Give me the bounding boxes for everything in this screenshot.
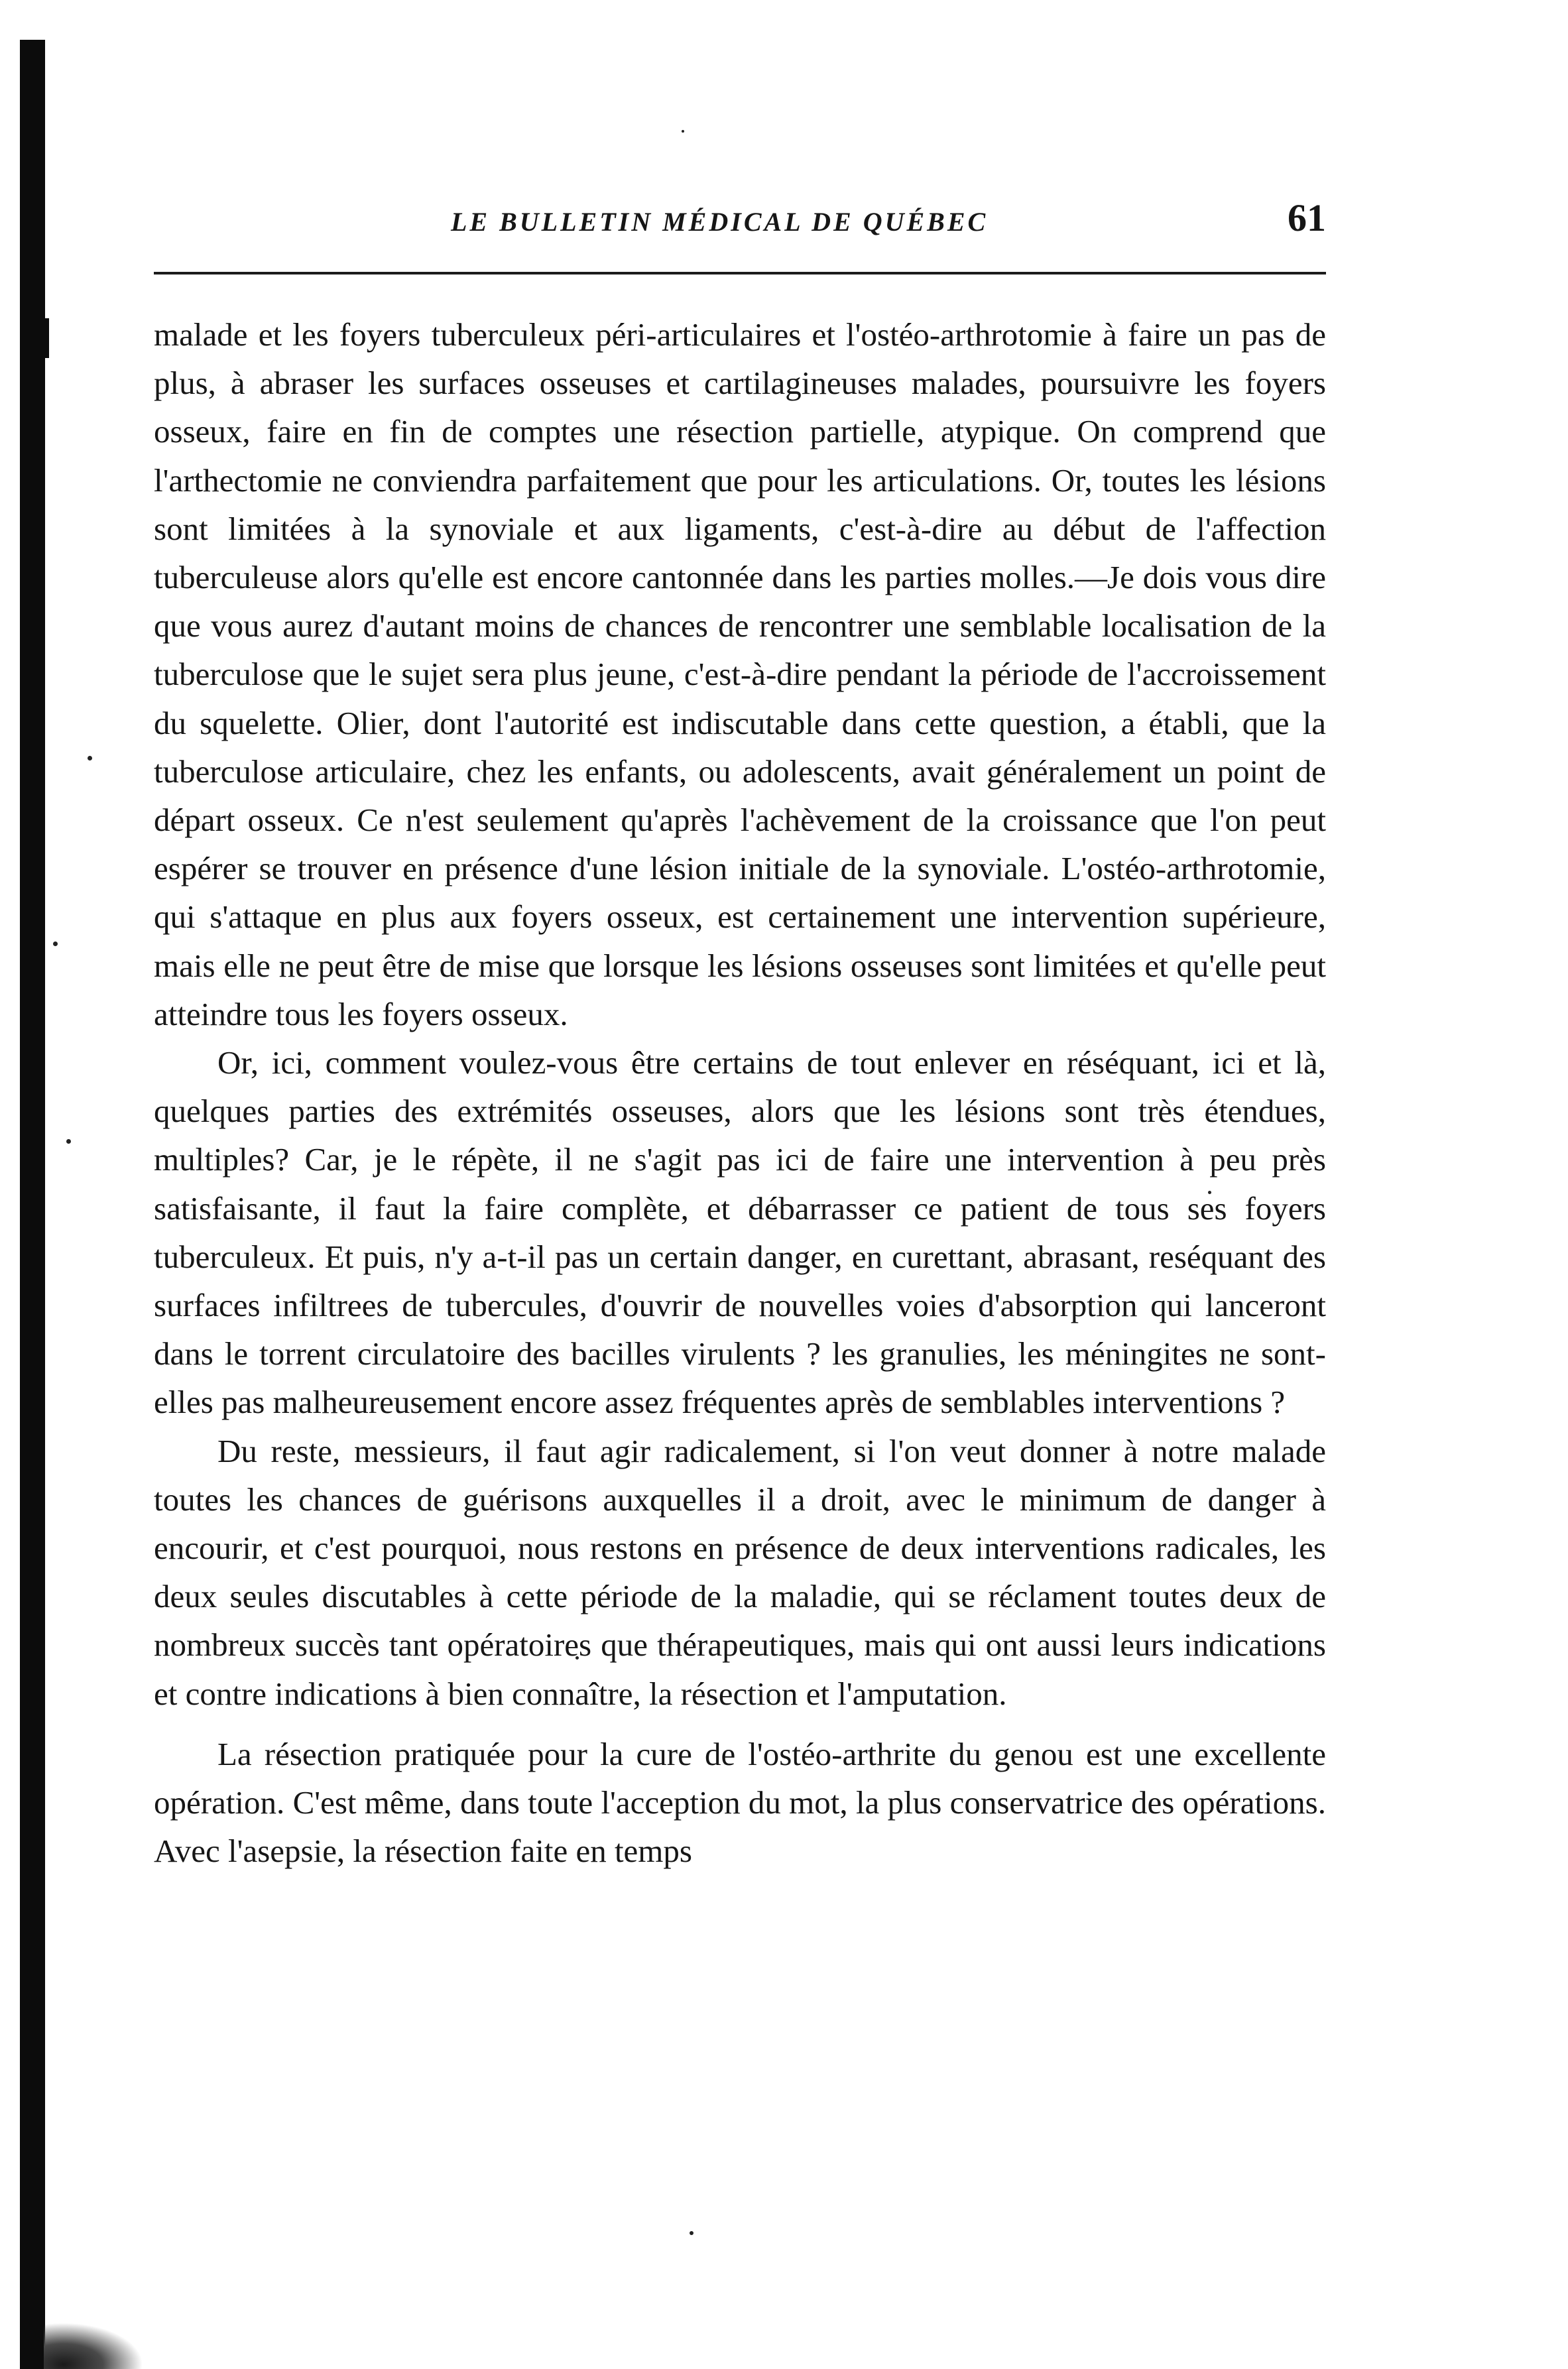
header-rule [154,272,1326,274]
scan-edge-notch [42,318,49,358]
paper-speck [53,942,58,946]
scan-corner-smudge [44,2323,143,2369]
paper-speck [682,130,684,133]
paragraph: La résection pratiquée pour la cure de l'ostéo-arthrite du genou est une excellente opération. C'est même, dans toute l'acception du mot, la plus conservatrice des opérations. Avec l'asepsie, la résection faite en temps [154,1735,1326,1870]
running-title: LE BULLETIN MÉDICAL DE QUÉBEC [451,207,989,237]
page-number: 61 [1288,196,1326,239]
paper-speck [66,1139,71,1144]
paragraph: Du reste, messieurs, il faut agir radicalement, si l'on veut donner à notre malade toutes les chances de guérisons auxquelles il a droit, avec le minimum de danger à encourir, et c'est pourquoi, nous restons en présence de deux interventions radicales, les deux seules discutables à cette période de la maladie, qui se réclament toutes deux de nombreux succès tant opératoires que thérapeutiques, mais qui ont aussi leurs indications et contre indications à bien connaître, la résection et l'amputation. [154,1432,1326,1712]
paper-speck [88,756,92,760]
page-header [152,196,1326,255]
scan-binding-edge [20,40,45,2369]
paragraph: malade et les foyers tuberculeux péri-articulaires et l'ostéo-arthrotomie à faire un pas de plus, à abraser les surfaces osseuses et cartilagineuses malades, poursuivre les foyers osseux, faire en fin de comptes une résection partielle, atypique. On comprend que l'arthectomie ne conviendra parfaitement que pour les articulations. Or, toutes les lésions sont limitées à la synoviale et aux ligaments, c'est-à-dire au début de l'affection tuberculeuse alors qu'elle est encore cantonnée dans les parties molles.—Je dois vous dire que vous aurez d'autant moins de chances de rencontrer une semblable localisation de la tuberculose que le sujet sera plus jeune, c'est-à-dire pendant la période de l'accroissement du squelette. Olier, dont l'autorité est indiscutable dans cette question, a établi, que la tuberculose articulaire, chez les enfants, ou adolescents, avait généralement un point de départ osseux. Ce n'est seulement qu'après l'achèvement de la croissance que l'on peut espérer se trouver en présence d'une lésion initiale de la synoviale. L'ostéo-arthrotomie, qui s'attaque en plus aux foyers osseux, est certainement une intervention supérieure, mais elle ne peut être de mise que lorsque les lésions osseuses sont limitées et qu'elle peut atteindre tous les foyers osseux. [154,316,1326,1032]
body-text [154,310,1326,1876]
paper-speck [690,2231,694,2235]
paragraph: Or, ici, comment voulez-vous être certains de tout enlever en réséquant, ici et là, quelques parties des extrémités osseuses, alors que les lésions sont très étendues, multiples? Car, je le répète, il ne s'agit pas ici de faire une intervention à peu près satisfaisante, il faut la faire complète, et débarrasser ce patient de tous ses foyers tuberculeux. Et puis, n'y a-t-il pas un certain danger, en curettant, abrasant, reséquant des surfaces infiltrees de tubercules, d'ouvrir de nouvelles voies d'absorption qui lanceront dans le torrent circulatoire des bacilles virulents ? les granulies, les méningites ne sont-elles pas malheureusement encore assez fréquentes après de semblables interventions ? [154,1044,1326,1421]
